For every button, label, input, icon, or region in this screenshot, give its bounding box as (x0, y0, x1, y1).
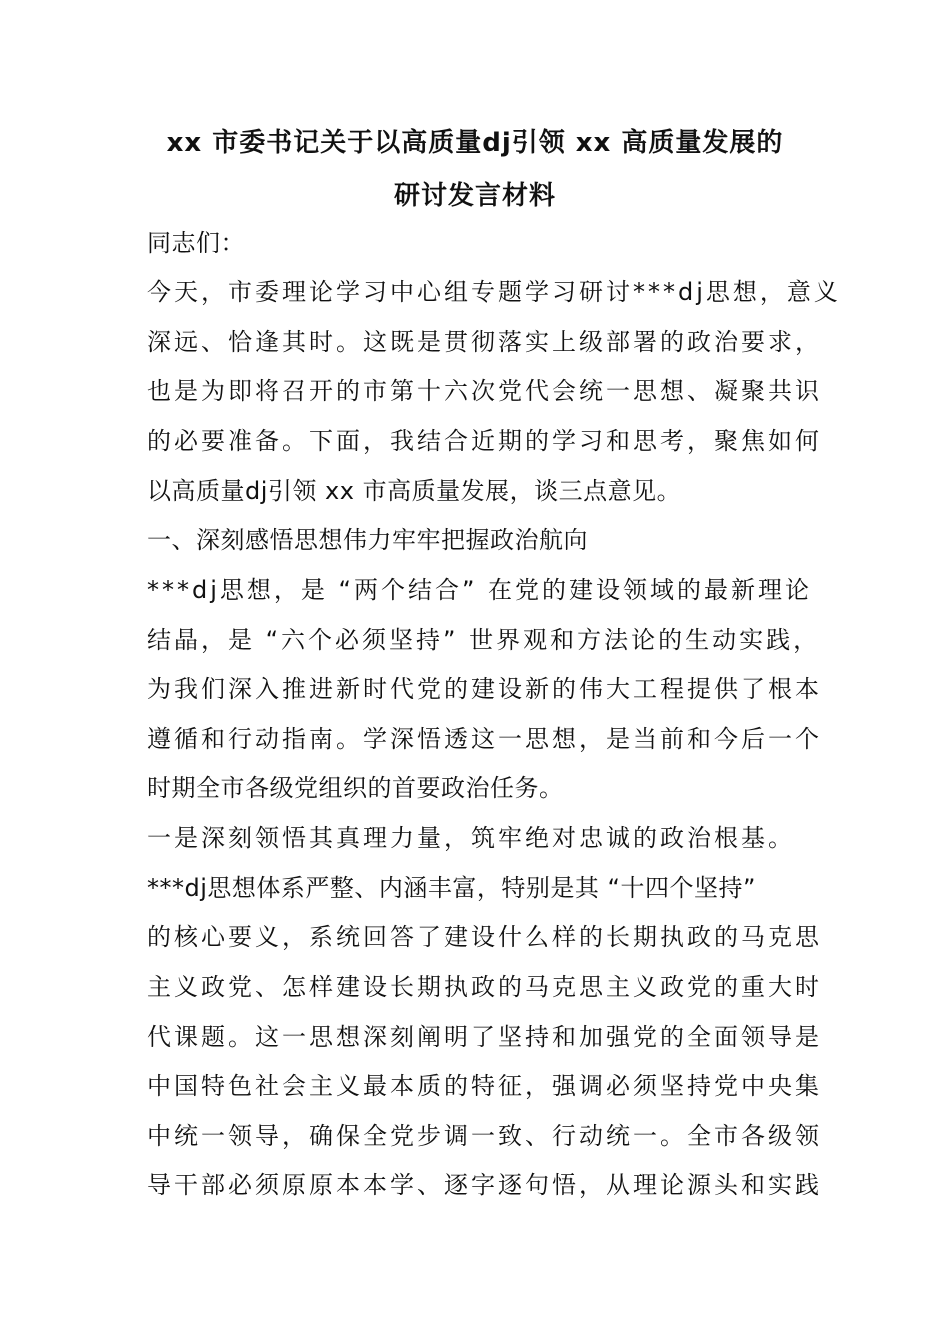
document-title-line-1: xx 市委书记关于以高质量dj引领 xx 高质量发展的 (166, 128, 784, 158)
paragraph-line: ***dj思想，是 “两个结合” 在党的建设领域的最新理论 (147, 576, 813, 604)
paragraph-line: 的必要准备。下面，我结合近期的学习和思考，聚焦如何 (147, 427, 822, 455)
section-heading: 一、深刻感悟思想伟力牢牢把握政治航向 (147, 526, 588, 554)
paragraph-line: 的核心要义，系统回答了建设什么样的长期执政的马克思 (147, 923, 822, 951)
paragraph-line: 中统一领导，确保全党步调一致、行动统一。全市各级领 (147, 1122, 822, 1150)
paragraph-line: 中国特色社会主义最本质的特征，强调必须坚持党中央集 (147, 1072, 822, 1100)
paragraph-line: 结晶，是 “六个必须坚持” 世界观和方法论的生动实践， (147, 626, 821, 654)
paragraph-line: 今天，市委理论学习中心组专题学习研讨***dj思想，意义 (147, 278, 841, 306)
paragraph-line: 也是为即将召开的市第十六次党代会统一思想、凝聚共识 (147, 377, 822, 405)
paragraph-line: 导干部必须原原本本学、逐字逐句悟，从理论源头和实践 (147, 1171, 822, 1199)
paragraph-line: 以高质量dj引领 xx 市高质量发展，谈三点意见。 (147, 477, 682, 505)
paragraph-line: 遵循和行动指南。学深悟透这一思想，是当前和今后一个 (147, 725, 822, 753)
paragraph-line: 时期全市各级党组织的首要政治任务。 (147, 774, 564, 802)
paragraph-line: 代课题。这一思想深刻阐明了坚持和加强党的全面领导是 (147, 1023, 822, 1051)
paragraph-line: ***dj思想体系严整、内涵丰富，特别是其 “十四个坚持” (147, 874, 756, 902)
paragraph-line: 为我们深入推进新时代党的建设新的伟大工程提供了根本 (147, 675, 822, 703)
paragraph-line: 主义政党、怎样建设长期执政的马克思主义政党的重大时 (147, 973, 822, 1001)
paragraph-line: 深远、恰逢其时。这既是贯彻落实上级部署的政治要求， (147, 328, 822, 356)
subsection-heading: 一是深刻领悟其真理力量，筑牢绝对忠诚的政治根基。 (147, 824, 795, 852)
salutation: 同志们： (147, 229, 245, 257)
document-title-line-2: 研讨发言材料 (393, 181, 556, 211)
